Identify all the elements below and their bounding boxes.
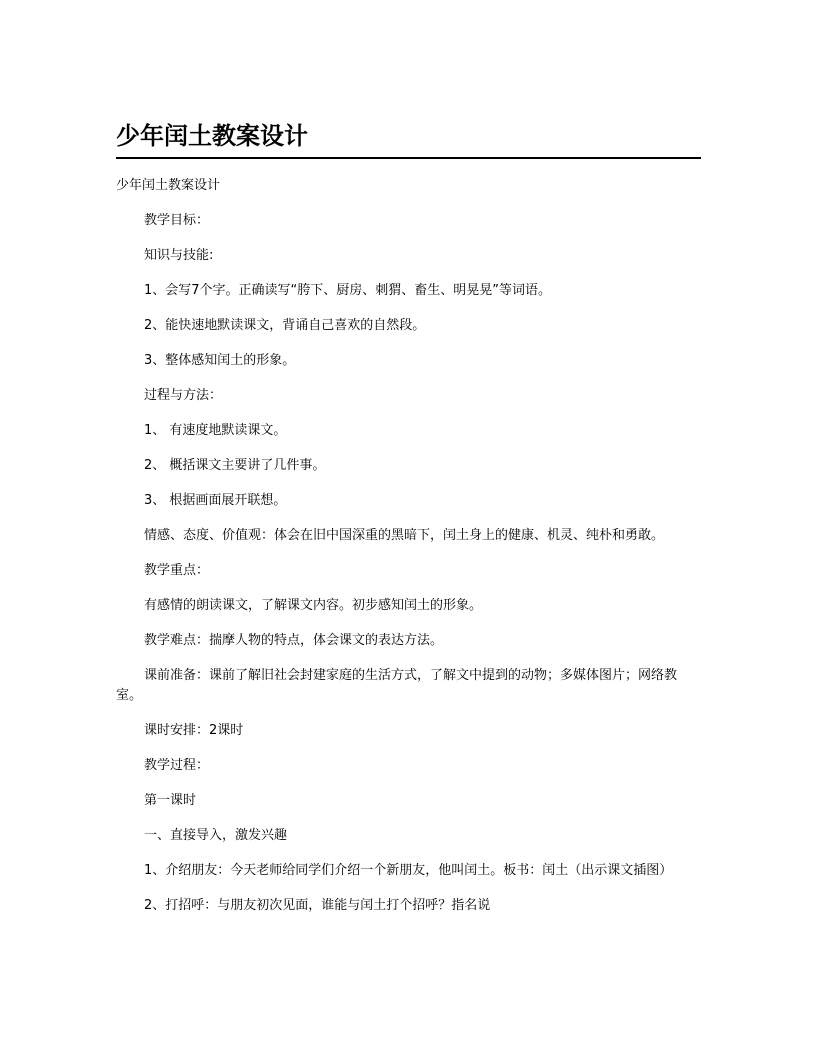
title-underline <box>116 157 701 159</box>
body-paragraph: 教学重点： <box>144 563 210 578</box>
body-paragraph: 2、能快速地默读课文，背诵自己喜欢的自然段。 <box>144 318 426 333</box>
body-paragraph: 课时安排：2课时 <box>144 723 244 738</box>
document-title: 少年闰土教案设计 <box>116 122 308 150</box>
body-paragraph: 1、会写7个字。正确读写“胯下、厨房、刺猬、畜生、明晃晃”等词语。 <box>144 283 552 298</box>
body-paragraph: 知识与技能: <box>144 248 214 263</box>
body-paragraph: 情感、态度、价值观：体会在旧中国深重的黑暗下，闰土身上的健康、机灵、纯朴和勇敢。 <box>144 528 665 543</box>
body-paragraph: 有感情的朗读课文，了解课文内容。初步感知闰土的形象。 <box>144 598 483 613</box>
body-paragraph: 教学过程： <box>144 758 210 773</box>
body-paragraph: 教学目标： <box>144 213 210 228</box>
document-body <box>116 176 701 931</box>
body-paragraph: 一、直接导入，激发兴趣 <box>144 828 288 843</box>
body-paragraph: 少年闰土教案设计 <box>116 178 221 193</box>
body-paragraph: 课前准备：课前了解旧社会封建家庭的生活方式，了解文中提到的动物；多媒体图片；网络教室。 <box>116 668 678 703</box>
body-paragraph: 3、整体感知闰土的形象。 <box>144 353 296 368</box>
body-paragraph: 第一课时 <box>144 793 197 808</box>
body-paragraph: 2、打招呼：与朋友初次见面，谁能与闰土打个招呼？指名说 <box>144 898 491 913</box>
body-paragraph: 教学难点：揣摩人物的特点，体会课文的表达方法。 <box>144 633 444 648</box>
body-paragraph: 过程与方法： <box>144 388 223 403</box>
body-paragraph: 1、 有速度地默读课文。 <box>144 423 287 438</box>
body-paragraph: 1、介绍朋友：今天老师给同学们介绍一个新朋友，他叫闰土。板书：闰土（出示课文插图） <box>144 863 673 878</box>
body-paragraph: 3、 根据画面展开联想。 <box>144 493 287 508</box>
body-paragraph: 2、 概括课文主要讲了几件事。 <box>144 458 326 473</box>
